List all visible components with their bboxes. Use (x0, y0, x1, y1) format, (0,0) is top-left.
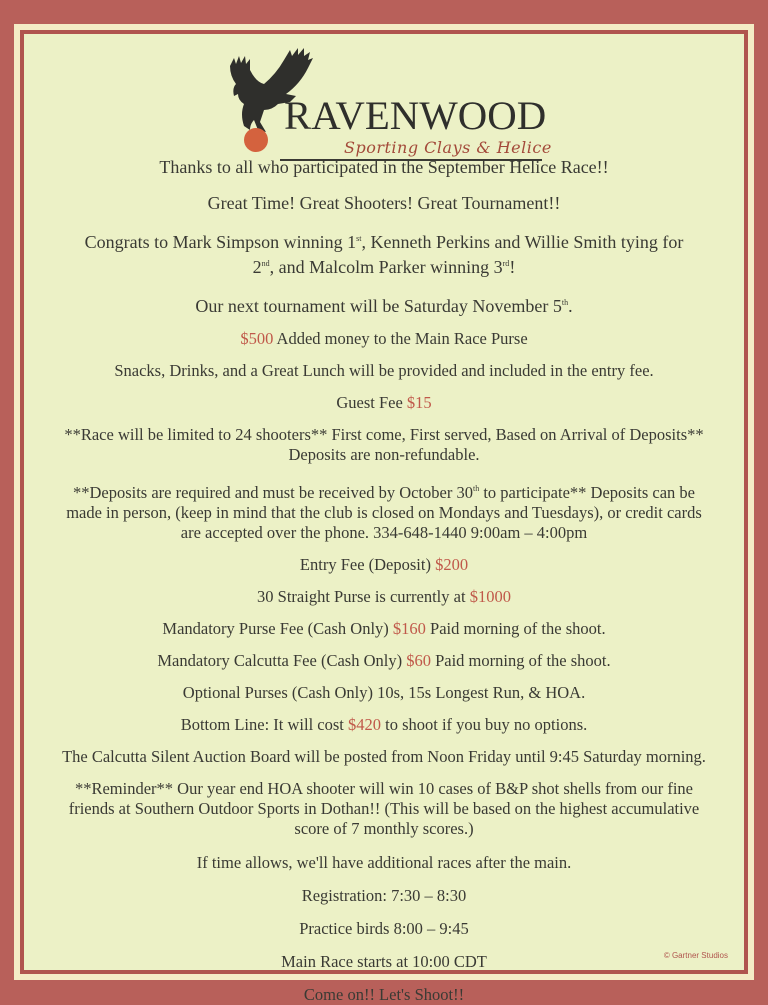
purse-fee-price: $160 (392, 619, 426, 638)
guest-fee-line: Guest Fee $15 (336, 393, 432, 412)
copyright-credit: © Gartner Studios (663, 951, 728, 960)
congrats-line: Congrats to Mark Simpson winning 1st, Kenneth Perkins and Willie Smith tying for 2nd, and Malcolm Parker winning 3rd! (84, 232, 684, 277)
calcutta-fee-line: Mandatory Calcutta Fee (Cash Only) $60 Paid morning of the shoot. (157, 651, 611, 670)
thanks-line: Thanks to all who participated in the September Helice Race!! (159, 157, 609, 177)
added-money-price: $500 (240, 329, 274, 348)
bottom-line: Bottom Line: It will cost $420 to shoot if you buy no options. (180, 715, 588, 734)
registration-line: Registration: 7:30 – 8:30 (301, 886, 467, 905)
lets-shoot-line: Come on!! Let's Shoot!! (303, 985, 465, 1004)
straight-purse-price: $1000 (469, 587, 511, 606)
additional-races-line: If time allows, we'll have additional races after the main. (196, 853, 572, 872)
entry-fee-price: $200 (435, 555, 469, 574)
deposits-line: **Deposits are required and must be received by October 30th to participate** Deposits can be made in person, (keep in mind that the club is closed on Mondays and Tuesdays), or credit cards are accepted over the phone. 334-648-1440 9:00am – 4:00pm (66, 483, 702, 542)
logo-wordmark: RAVENWOOD (284, 93, 547, 138)
optional-purses-line: Optional Purses (Cash Only) 10s, 15s Longest Run, & HOA. (182, 683, 586, 702)
entry-fee-line: Entry Fee (Deposit) $200 (299, 555, 469, 574)
practice-birds-line: Practice birds 8:00 – 9:45 (299, 919, 469, 938)
added-money-line: $500 Added money to the Main Race Purse (240, 329, 528, 348)
main-race-line: Main Race starts at 10:00 CDT (281, 952, 487, 971)
flyer-page (24, 34, 744, 1004)
guest-fee-price: $15 (406, 393, 432, 412)
great-time-line: Great Time! Great Shooters! Great Tournament!! (207, 193, 561, 213)
ravenwood-logo (220, 44, 560, 156)
straight-purse-line: 30 Straight Purse is currently at $1000 (257, 587, 511, 606)
next-tournament-line: Our next tournament will be Saturday November 5th. (195, 296, 573, 316)
flyer-body (24, 152, 744, 1005)
purse-fee-line: Mandatory Purse Fee (Cash Only) $160 Paid morning of the shoot. (162, 619, 606, 638)
total-cost-price: $420 (348, 715, 381, 734)
auction-board-line: The Calcutta Silent Auction Board will be posted from Noon Friday until 9:45 Saturday morning. (62, 747, 706, 766)
reminder-line: **Reminder** Our year end HOA shooter will win 10 cases of B&P shot shells from our fine friends at Southern Outdoor Sports in Dothan!! (This will be based on the highest accumulative score of 7 monthly scores.) (68, 779, 700, 838)
snacks-line: Snacks, Drinks, and a Great Lunch will be provided and included in the entry fee. (114, 361, 654, 380)
calcutta-fee-price: $60 (406, 651, 431, 670)
logo-tagline: Sporting Clays & Helice (344, 138, 552, 157)
race-limit-line: **Race will be limited to 24 shooters** First come, First served, Based on Arrival of Deposits** Deposits are non-refundable. (64, 425, 704, 464)
